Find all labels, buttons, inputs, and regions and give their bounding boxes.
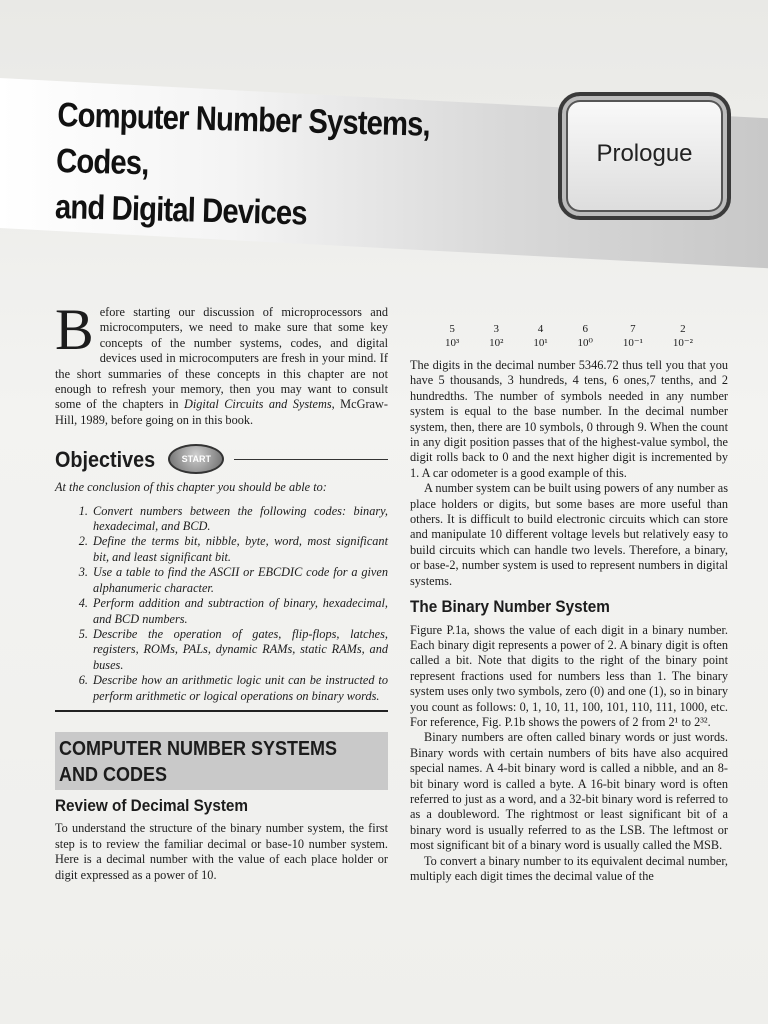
chapter-title-line1: Computer Number Systems, Codes,: [55, 95, 431, 183]
digit-cell: [578, 322, 593, 350]
digit: 7: [630, 323, 636, 335]
binary-heading: The Binary Number System: [410, 597, 610, 617]
intro-paragraph: [55, 297, 388, 428]
intro-text-a: efore starting our discussion of microprocessors and microcomputers, we need to make sure that some key concepts of the number systems, codes, and digital devices used in microcomputers are fresh in your mind. If the short summaries of these concepts in this chapter are not enough to refresh your memory, then you may want to consult some of the chapters in: [55, 305, 388, 412]
drop-cap: B: [55, 297, 94, 362]
digit: 5: [449, 323, 455, 335]
binary-words-paragraph: Binary numbers are often called binary words or just words. Binary words with certain numbers of bits have also acquired special names. A 4-bit binary word is called a nibble, and an 8-bit binary word is called a byte. A 16-bit binary word is often referred to just as a word, and a 32-bit binary word is referred to as a doubleword. The rightmost or least significant bit of a binary word is usually referred to as the LSB. The leftmost or most significant bit of a binary word is usually called the MSB.: [410, 730, 728, 853]
digit-cell: [445, 322, 459, 350]
prologue-badge: [558, 92, 731, 220]
objectives-rule: [234, 459, 388, 460]
objective-item: 3. Use a table to find the ASCII or EBCDIC code for a given alphanumeric character.: [91, 565, 388, 596]
section-heading-line2: AND CODES: [59, 763, 168, 786]
power: 10³: [444, 337, 460, 349]
objectives-heading: Objectives: [55, 446, 156, 472]
power: 10⁻¹: [622, 337, 643, 349]
digit-cell: [623, 322, 643, 350]
prologue-label: Prologue: [596, 140, 693, 167]
power: 10⁻²: [672, 337, 693, 349]
section-banner: [55, 732, 388, 790]
digit: 3: [493, 323, 500, 335]
book-title: Digital Circuits and Systems: [183, 397, 332, 412]
chapter-title: [54, 92, 487, 241]
digit: 2: [680, 323, 686, 335]
section-heading-line1: COMPUTER NUMBER SYSTEMS: [59, 737, 338, 760]
objectives-list: [55, 504, 388, 704]
objective-item: 4. Perform addition and subtraction of binary, hexadecimal, and BCD numbers.: [91, 596, 388, 627]
power: 10⁰: [577, 337, 593, 349]
power: 10²: [489, 337, 504, 349]
digit: 4: [537, 323, 544, 335]
left-column: [55, 297, 388, 883]
digit-cell: [489, 322, 503, 350]
decimal-paragraph: The digits in the decimal number 5346.72 thus tell you that you have 5 thousands, 3 hundreds, 4 tens, 6 ones,7 tenths, and 2 hundredths. The number of symbols needed in any number system is equal to the base number. In the decimal number system, then, there are 10 symbols, 0 through 9. When the count in any digit position passes that of the highest-value symbol, the digit rolls back to 0 and the next higher digit is incremented by 1. A car odometer is a good example of this.: [410, 358, 728, 480]
objectives-intro: At the conclusion of this chapter you should be able to:: [55, 480, 327, 495]
objective-item: 6. Describe how an arithmetic logic unit can be instructed to perform arithmetic or logical operations on binary words.: [91, 673, 388, 704]
intro-text-b: , McGraw-Hill, 1989, before going on in this book.: [55, 397, 388, 427]
digit-cell: [533, 322, 547, 350]
right-column: [410, 322, 728, 884]
objective-item: 5. Describe the operation of gates, flip-flops, latches, registers, ROMs, PALs, dynamic RAMs, static RAMs, and buses.: [91, 627, 388, 673]
digit-cell: [673, 322, 693, 350]
chapter-title-line2: and Digital Devices: [54, 187, 308, 233]
binary-paragraph: Figure P.1a, shows the value of each digit in a binary number. Each binary digit represents a power of 2. A binary digit is often called a bit. Note that digits to the right of the binary point represent fractions used for numbers less than 1. The binary system uses only two symbols, zero (0) and one (1), so in binary you count as follows: 0, 1, 10, 11, 100, 101, 110, 111, 1000, etc. For reference, Fig. P.1b shows the powers of 2 from 2¹ to 2³².: [410, 622, 728, 729]
digit: 6: [582, 323, 588, 335]
objectives-bottom-rule: [55, 710, 388, 712]
section-heading: [59, 736, 350, 788]
base-paragraph: A number system can be built using powers of any number as place holders or digits, but some bases are more useful than others. It is difficult to build electronic circuits which can store and manipulate 10 different voltage levels but relatively easy to build circuits which can handle two levels. Therefore, a binary, or base-2, number system is used to represent numbers in digital systems.: [410, 481, 728, 588]
conversion-paragraph: To convert a binary number to its equivalent decimal number, multiply each digit times the decimal value of the: [410, 853, 728, 883]
objective-item: 1. Convert numbers between the following codes: binary, hexadecimal, and BCD.: [91, 504, 388, 535]
subsection-heading: Review of Decimal System: [55, 795, 249, 815]
start-icon: START: [168, 444, 224, 474]
digit-power-table: [410, 322, 728, 350]
power: 10¹: [533, 337, 548, 349]
objective-item: 2. Define the terms bit, nibble, byte, word, most significant bit, and least significant bit.: [91, 534, 388, 565]
objectives-header: [55, 444, 388, 474]
section-body: To understand the structure of the binary number system, the first step is to review the familiar decimal or base-10 number system. Here is a decimal number with the value of each place holder or digit expressed as a power of 10.: [55, 821, 388, 882]
